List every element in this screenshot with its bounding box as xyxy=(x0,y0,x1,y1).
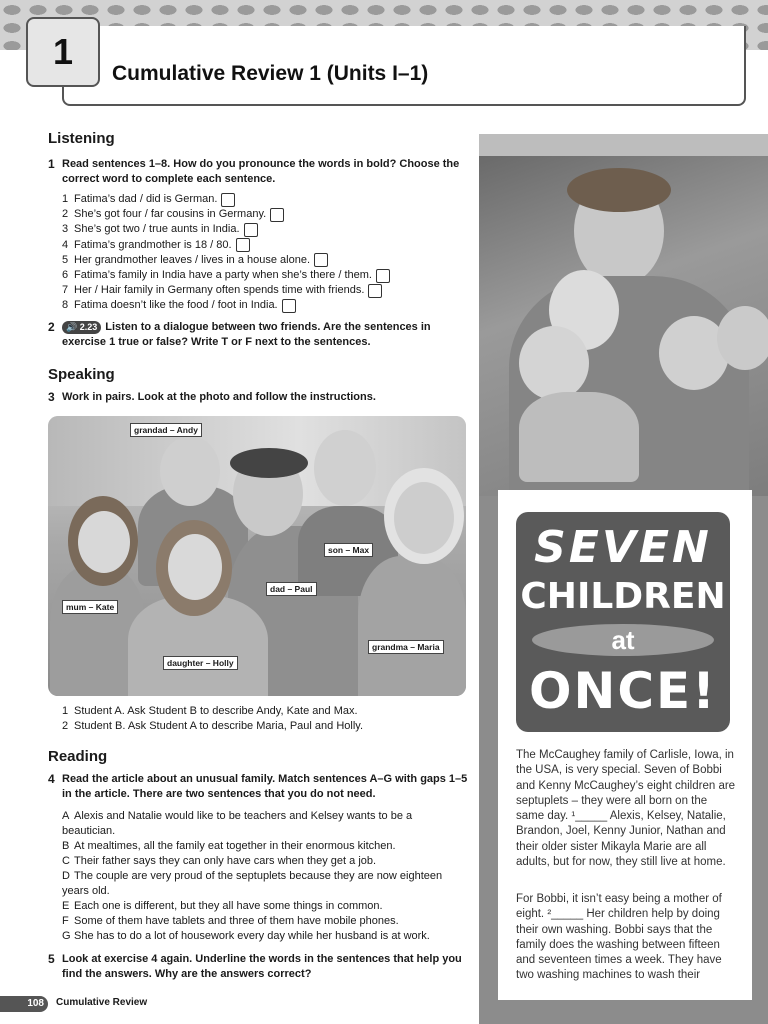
speaking-heading: Speaking xyxy=(48,366,115,383)
logo-seven: SEVEN xyxy=(534,522,712,573)
article-logo xyxy=(516,512,730,732)
grandma-body xyxy=(358,556,466,696)
exercise-4 xyxy=(48,772,468,802)
logo-children: CHILDREN xyxy=(520,576,726,617)
answer-checkbox[interactable] xyxy=(282,299,296,313)
label-daughter: daughter – Holly xyxy=(163,656,238,670)
exercise-1-items xyxy=(62,192,390,314)
exercise-1 xyxy=(48,157,468,187)
option-item: B At mealtimes, all the family eat together in their enormous kitchen. xyxy=(62,840,396,852)
speaking-tasks xyxy=(62,704,363,734)
article-paragraph-1: The McCaughey family of Carlisle, Iowa, in the USA, is very special. Seven of Bobbi and Kenny McCaughey’s eight children are septuplets – they were all born on the same day. ¹_____ Alexis, Kelsey, Natalie, Brandon, Joel, Kenny Junior, Nathan and their older sister Mikayla Marie are all adults, but for now, they still live at home. xyxy=(516,749,736,869)
audio-track-icon[interactable]: 🔊 2.23 xyxy=(62,321,101,334)
article-box xyxy=(498,490,752,1000)
grandma-face xyxy=(394,482,454,554)
answer-checkbox[interactable] xyxy=(368,284,382,298)
article-paragraph-2: For Bobbi, it isn’t easy being a mother of eight. ²_____ Her children help by doing their own washing. Bobbi says that the family does the washing between fifteen and seventeen times a week. They have two washing machines to wash their xyxy=(516,893,722,982)
option-item: A Alexis and Natalie would like to be teachers and Kelsey wants to be a beautician. xyxy=(62,810,413,837)
list-item: 7 Her / Hair family in Germany often spends time with friends. xyxy=(62,283,390,298)
family-photo xyxy=(48,416,466,696)
son-face xyxy=(314,430,376,506)
exercise-instruction: Read sentences 1–8. How do you pronounce the words in bold? Choose the correct word to complete each sentence. xyxy=(62,158,460,185)
answer-checkbox[interactable] xyxy=(314,253,328,267)
option-item: G She has to do a lot of housework every day while her husband is at work. xyxy=(62,930,430,942)
footer-label: Cumulative Review xyxy=(56,997,148,1008)
exercise-number: 1 xyxy=(48,157,55,171)
list-item: 2 She’s got four / far cousins in Germany. xyxy=(62,207,390,222)
septuplets-photo xyxy=(479,156,768,496)
unit-number-tab: 1 xyxy=(26,17,100,87)
answer-checkbox[interactable] xyxy=(270,208,284,222)
list-item: 5 Her grandmother leaves / lives in a house alone. xyxy=(62,253,390,268)
answer-checkbox[interactable] xyxy=(221,193,235,207)
baby-2-face xyxy=(519,326,589,400)
label-grandma: grandma – Maria xyxy=(368,640,444,654)
mum-face xyxy=(78,511,130,573)
baby-blanket xyxy=(519,392,639,482)
exercise-number: 5 xyxy=(48,952,55,966)
exercise-number: 3 xyxy=(48,390,55,404)
page-number: 108 xyxy=(0,996,48,1012)
grandad-face xyxy=(160,436,220,506)
reading-options xyxy=(62,809,462,944)
daughter-face xyxy=(168,534,222,600)
list-item: 3 She’s got two / true aunts in India. xyxy=(62,222,390,237)
exercise-3 xyxy=(48,390,468,405)
page-title: Cumulative Review 1 (Units I–1) xyxy=(112,62,429,85)
exercise-number: 4 xyxy=(48,772,55,786)
mother-hair xyxy=(567,168,671,212)
label-grandad: grandad – Andy xyxy=(130,423,202,437)
answer-checkbox[interactable] xyxy=(236,238,250,252)
listening-heading: Listening xyxy=(48,130,115,147)
list-item: 2 Student B. Ask Student A to describe Maria, Paul and Holly. xyxy=(62,720,364,733)
logo-once: ONCE! xyxy=(528,662,717,720)
list-item: 1 Fatima’s dad / did is German. xyxy=(62,192,390,207)
exercise-number: 2 xyxy=(48,320,55,334)
option-item: C Their father says they can only have cars when they get a job. xyxy=(62,855,377,867)
exercise-instruction: Look at exercise 4 again. Underline the words in the sentences that help you find the answers. Why are the answers correct? xyxy=(62,953,462,980)
dad-hair xyxy=(230,448,308,478)
exercise-instruction: Listen to a dialogue between two friends. Are the sentences in exercise 1 true or false? Write T or F next to the sentences. xyxy=(62,321,431,348)
list-item: 4 Fatima’s grandmother is 18 / 80. xyxy=(62,238,390,253)
label-mum: mum – Kate xyxy=(62,600,118,614)
option-item: E Each one is different, but they all have some things in common. xyxy=(62,900,383,912)
option-item: D The couple are very proud of the septuplets because they are now eighteen years old. xyxy=(62,870,443,897)
exercise-2 xyxy=(48,320,468,350)
label-dad: dad – Paul xyxy=(266,582,317,596)
exercise-instruction: Work in pairs. Look at the photo and follow the instructions. xyxy=(62,391,376,403)
label-son: son – Max xyxy=(324,543,373,557)
exercise-5 xyxy=(48,952,468,982)
option-item: F Some of them have tablets and three of them have mobile phones. xyxy=(62,915,399,927)
answer-checkbox[interactable] xyxy=(376,269,390,283)
article-top-strip xyxy=(479,134,768,156)
reading-heading: Reading xyxy=(48,748,108,765)
answer-checkbox[interactable] xyxy=(244,223,258,237)
list-item: 1 Student A. Ask Student B to describe Andy, Kate and Max. xyxy=(62,705,358,717)
list-item: 8 Fatima doesn’t like the food / foot in India. xyxy=(62,298,390,313)
exercise-instruction: Read the article about an unusual family. Match sentences A–G with gaps 1–5 in the article. There are two sentences that you do not need. xyxy=(62,773,468,800)
logo-at: at xyxy=(532,624,714,656)
list-item: 6 Fatima’s family in India have a party when she’s there / them. xyxy=(62,268,390,283)
baby-4-face xyxy=(717,306,768,370)
